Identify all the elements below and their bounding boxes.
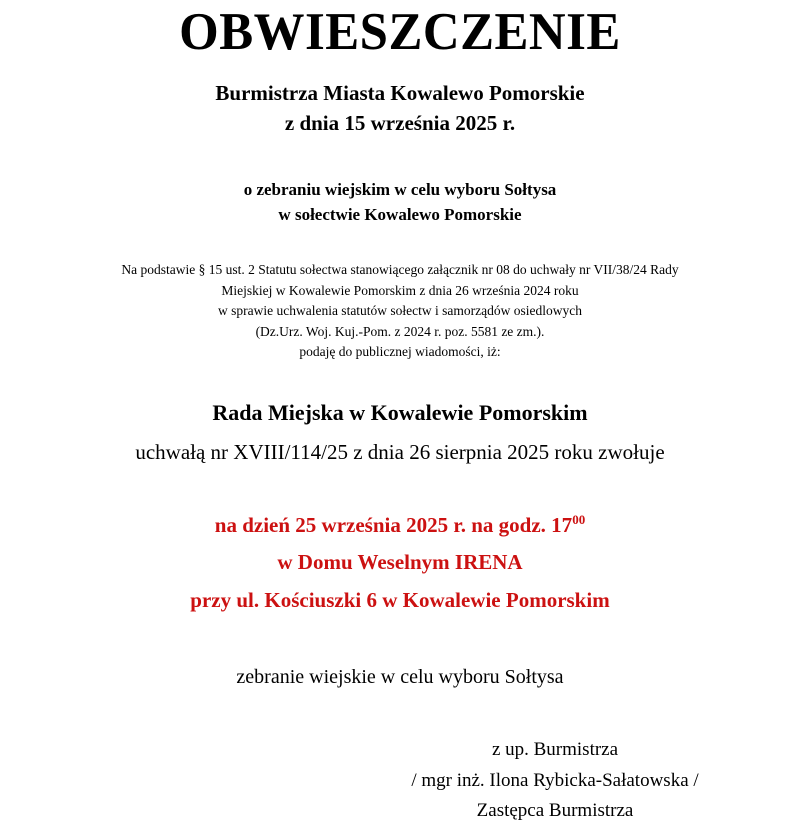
issuing-authority: Burmistrza Miasta Kowalewo Pomorskie [215, 81, 585, 105]
signature-line-3: Zastępca Burmistrza [476, 800, 634, 822]
purpose-block [14, 177, 786, 229]
council-heading: Rada Miejska w Kowalewie Pomorskim [212, 399, 588, 425]
closing-statement: zebranie wiejskie w celu wyboru Sołtysa [236, 665, 564, 688]
signature-line-1: z up. Burmistrza [491, 738, 619, 760]
signature-block [14, 735, 786, 827]
legal-basis-line-1: Na podstawie § 15 ust. 2 Statutu sołectwa stanowiącego załącznik nr 08 do uchwały nr VII/38/24 Rady [121, 262, 679, 278]
purpose-line-2: w sołectwie Kowalewo Pomorskie [278, 205, 522, 225]
event-address: przy ul. Kościuszki 6 w Kowalewie Pomorskim [190, 587, 610, 612]
legal-basis-line-2: Miejskiej w Kowalewie Pomorskim z dnia 26 września 2024 roku [221, 282, 579, 298]
purpose-line-1: o zebraniu wiejskim w celu wyboru Sołtysa [243, 179, 557, 199]
event-datetime [14, 507, 786, 544]
legal-basis-line-5: podaję do publicznej wiadomości, iż: [299, 344, 501, 360]
council-resolution: uchwałą nr XVIII/114/25 z dnia 26 sierpnia 2025 roku zwołuje [135, 440, 665, 465]
subtitle-block [14, 79, 786, 139]
issue-date: z dnia 15 września 2025 r. [284, 110, 516, 135]
event-venue: w Domu Weselnym IRENA [277, 550, 523, 575]
legal-basis-block [14, 260, 786, 363]
page-title: OBWIESZCZENIE [179, 3, 621, 61]
event-date-text: na dzień 25 września 2025 r. na godz. 17 [214, 512, 573, 537]
event-details-block [14, 507, 786, 619]
legal-basis-line-3: w sprawie uchwalenia statutów sołectw i samorządów osiedlowych [217, 303, 583, 319]
signature-line-2: / mgr inż. Ilona Rybicka-Sałatowska / [411, 769, 699, 791]
legal-basis-line-4: (Dz.Urz. Woj. Kuj.-Pom. z 2024 r. poz. 5581 ze zm.). [255, 323, 545, 339]
event-time-superscript: 00 [572, 511, 586, 527]
